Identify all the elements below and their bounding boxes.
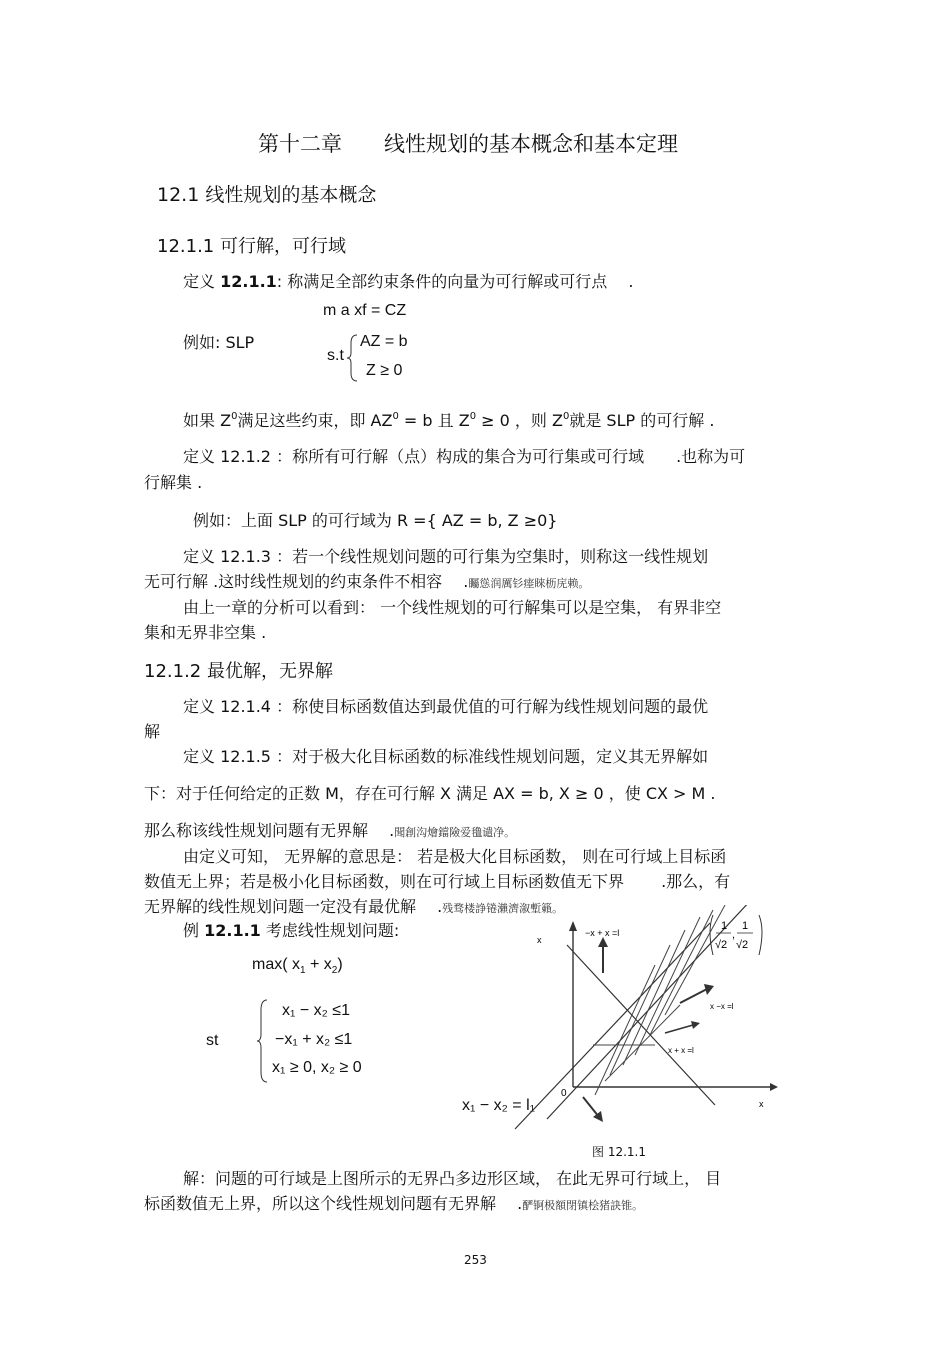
solution-line-1: 解：问题的可行域是上图所示的无界凸多边形区域， 在此无界可行域上， 目 <box>183 1169 722 1188</box>
analysis-paragraph-line-2: 集和无界非空集 . <box>144 623 267 642</box>
definition-12-1-4-line-1: 定义 12.1.4 ：称使目标函数值达到最优值的可行解为线性规划问题的最优 <box>183 697 709 716</box>
example-constraint-1: x₁ − x₂ ≤1 <box>282 1002 350 1019</box>
solution-line-2: 标函数值无上界，所以这个线性规划问题有无界解 .酽锕极額閉镇桧猪訣锥。 <box>144 1194 644 1213</box>
definition-12-1-3-line-1: 定义 12.1.3 ：若一个线性规划问题的可行集为空集时，则称这一线性规划 <box>183 547 709 566</box>
slp-brace <box>346 333 360 383</box>
gradient-arrow-down <box>583 1097 599 1117</box>
unbounded-paragraph-line-2: 数值无上界；若是极小化目标函数，则在可行域上目标函数值无下界 .那么，有 <box>144 872 731 891</box>
figure-bottom-equation: x₁ − x₂ = l₁ <box>462 1097 536 1114</box>
figure-caption: 图 12.1.1 <box>592 1145 646 1159</box>
x2-axis-arrow <box>569 921 577 931</box>
chapter-title: 第十二章 线性规划的基本概念和基本定理 <box>258 132 678 156</box>
gradient-arrow-mid <box>665 1025 693 1033</box>
page-number: 253 <box>464 1253 487 1267</box>
definition-12-1-3-line-2: 无可行解 .这时线性规划的约束条件不相容 .矚慫润厲钐瘗睞枥庑赖。 <box>144 572 590 591</box>
gradient-arrow-right <box>680 989 707 1003</box>
point-denominator-2: √2 <box>736 939 749 951</box>
point-numerator-1: 1 <box>721 920 728 932</box>
definition-12-1-4-line-2: 解 <box>144 722 161 741</box>
definition-12-1-2-line-2: 行解集 . <box>144 473 203 492</box>
label-x1-minus-x2: x −x =l <box>710 1002 734 1011</box>
x2-axis-label: x <box>537 935 542 945</box>
label-minus-x1-plus-x2: −x + x =l <box>585 928 620 938</box>
example-st: st <box>206 1032 219 1049</box>
point-numerator-2: 1 <box>742 920 749 932</box>
label-x1-plus-x2: x + x =l <box>668 1046 694 1055</box>
slp-constraint-2: Z ≥ 0 <box>366 362 403 379</box>
slp-constraint-1: AZ = b <box>360 333 408 350</box>
x1-axis-arrow <box>770 1083 778 1091</box>
section-heading: 12.1 线性规划的基本概念 <box>157 184 377 206</box>
line-minus-x1-plus-x2 <box>515 923 710 1129</box>
example-constraint-3: x₁ ≥ 0, x₂ ≥ 0 <box>272 1059 362 1076</box>
subsection-heading-1: 12.1.1 可行解，可行域 <box>157 236 346 257</box>
point-right-paren <box>759 915 762 955</box>
feasible-solution-paragraph: 如果 $Z^0$满足这些约束，即 $AZ^0 = b$ 且 $Z^0 \ge 0$ ，则 $Z^0$就是 SLP 的可行解 . <box>183 411 715 430</box>
x1-axis-label: x <box>759 1099 764 1109</box>
definition-12-1-1: 定义 12.1.1: 称满足全部约束条件的向量为可行解或可行点 . <box>183 272 634 291</box>
example-constraint-2: −x₁ + x₂ ≤1 <box>275 1031 353 1048</box>
example-brace <box>256 998 270 1084</box>
origin-label: 0 <box>561 1088 567 1099</box>
definition-12-1-5-line-1: 定义 12.1.5 ：对于极大化目标函数的标准线性规划问题，定义其无界解如 <box>183 747 709 766</box>
feasible-region-example: 例如：上面 SLP 的可行域为 R ={ AZ = b, Z ≥0} <box>193 511 558 530</box>
analysis-paragraph-line-1: 由上一章的分析可以看到： 一个线性规划的可行解集可以是空集， 有界非空 <box>183 598 722 617</box>
subsection-heading-2: 12.1.2 最优解，无界解 <box>144 661 333 682</box>
definition-12-1-2-line-1: 定义 12.1.2 ：称所有可行解（点）构成的集合为可行集或可行域 .也称为可 <box>183 447 746 466</box>
svg-text:,: , <box>732 929 736 941</box>
definition-12-1-5-line-3: 那么称该线性规划问题有无界解 .聞創沟燴鐺險爱氇谴净。 <box>144 821 516 840</box>
slp-example-label: 例如: SLP <box>183 333 255 352</box>
definition-12-1-5-line-2: 下：对于任何给定的正数 M，存在可行解 X 满足 AX = b, X ≥ 0 ，使 CX > M . <box>144 784 716 803</box>
example-12-1-1-heading: 例 12.1.1 考虑线性规划问题: <box>183 921 400 940</box>
point-denominator-1: √2 <box>715 939 728 951</box>
unbounded-paragraph-line-3: 无界解的线性规划问题一定没有最优解 .残骛楼諍锩瀨濟溆塹籟。 <box>144 897 564 916</box>
point-left-paren <box>710 915 713 955</box>
slp-objective: m a xf = CZ <box>323 302 407 319</box>
unbounded-paragraph-line-1: 由定义可知， 无界解的意思是： 若是极大化目标函数， 则在可行域上目标函 <box>183 847 727 866</box>
example-objective: max( $x_1 + x_2$) <box>252 956 343 977</box>
slp-st: s.t <box>327 347 344 364</box>
